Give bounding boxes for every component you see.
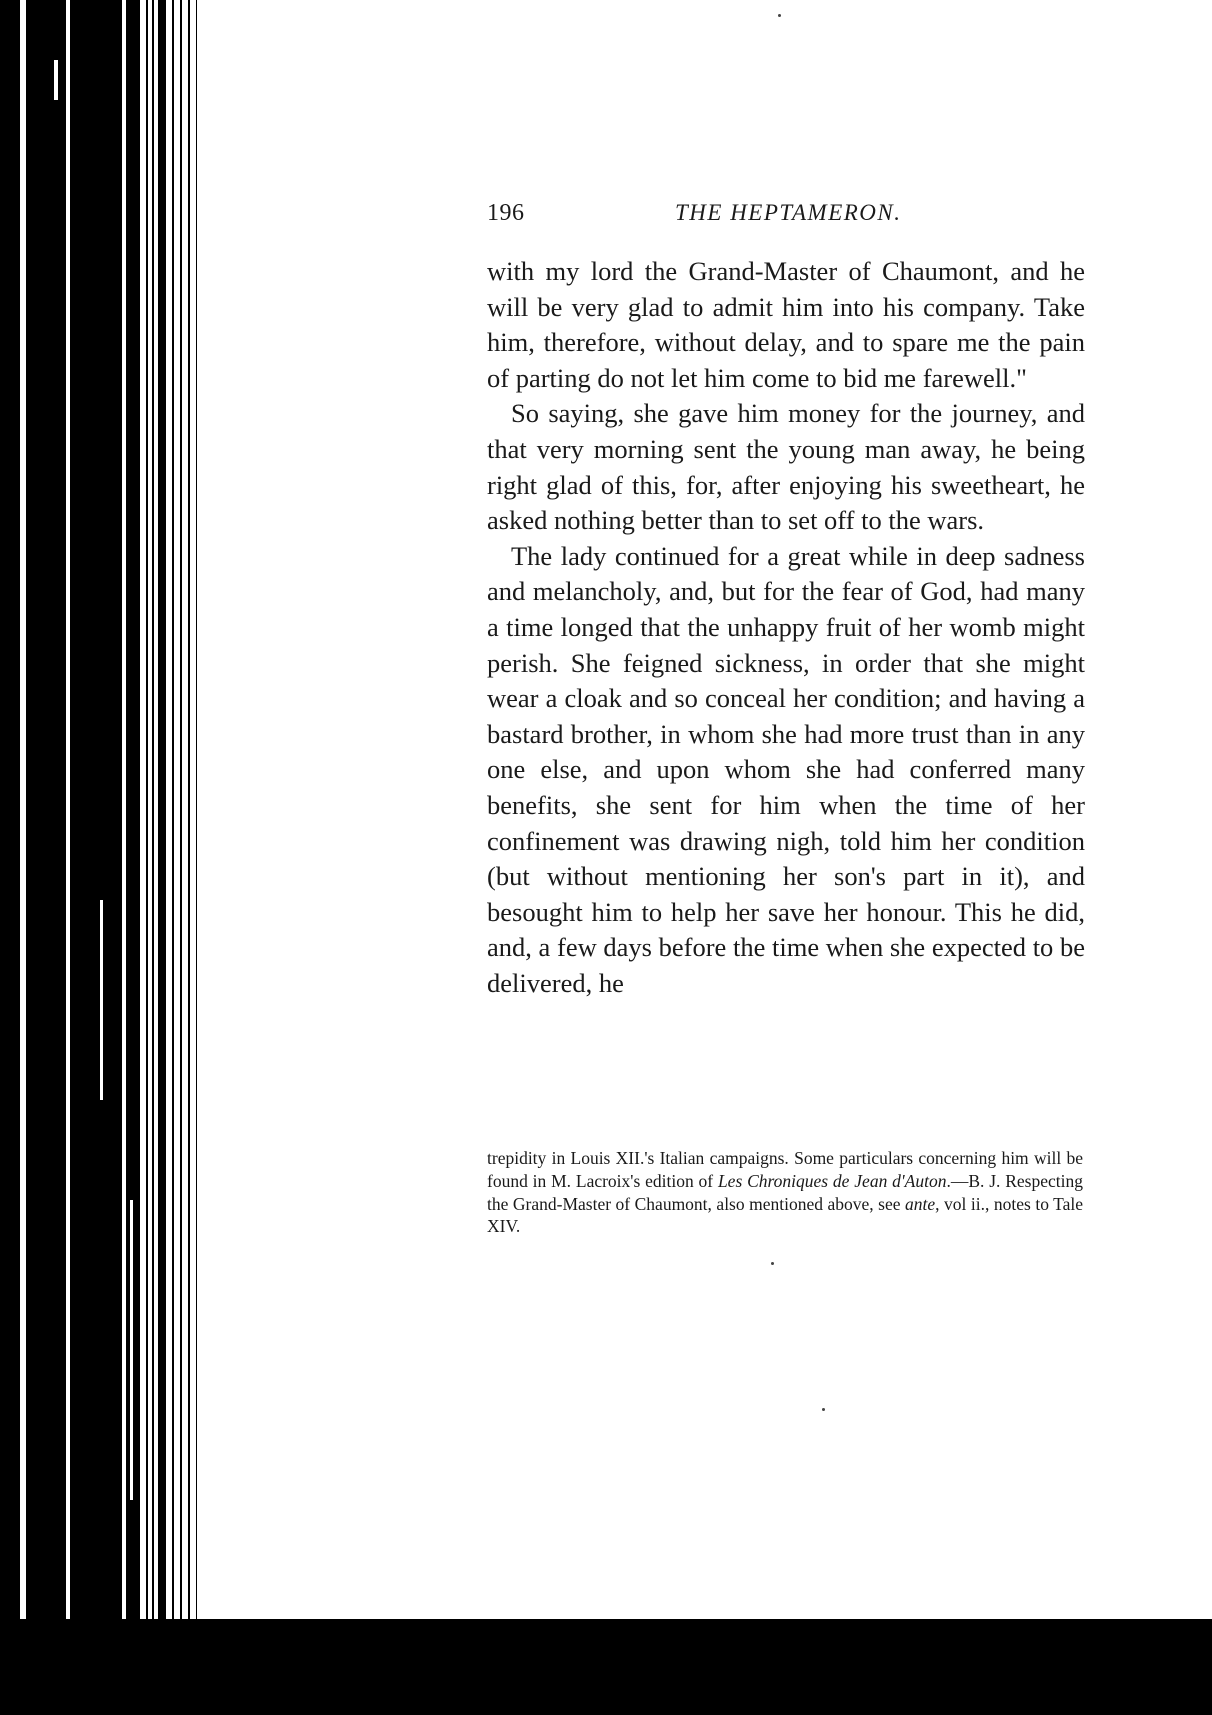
paragraph: The lady continued for a great while in deep sadness and melancholy, and, but for the fear of God, had many a time longed that the unhappy fruit of her womb might perish. She feigned sickness, in order that she might wear a cloak and so conceal her condition; and having a bastard brother, in whom she had more trust than in any one else, and upon whom she had conferred many benefits, she sent for him when the time of her confinement was drawing nigh, told him her condition (but without mentioning her son's part in it), and besought him to help her save her honour. This he did, and, a few days before the time when she expected to be delivered, he <box>487 540 1085 998</box>
running-head: THE HEPTAMERON. <box>675 200 902 225</box>
body-text <box>487 254 1085 1001</box>
scan-speck <box>822 1408 825 1411</box>
scan-speck <box>778 14 781 17</box>
footnote-ante: ante <box>905 1193 936 1214</box>
footnote-text: .—B. J. Respecting the Grand-Master of Chaumont, also mentioned above, see <box>487 1170 1083 1214</box>
scan-bottom-edge <box>0 1633 1212 1715</box>
book-spine-edge <box>0 0 205 1715</box>
footnote <box>487 1147 1083 1238</box>
page-number: 196 <box>487 200 525 226</box>
footnote-text: trepidity in Louis XII.'s Italian campaigns. Some particulars concerning him will be found in M. Lacroix's edition of <box>487 1148 1083 1191</box>
scan-speck <box>771 1262 774 1265</box>
footnote-title: Les Chroniques de Jean d'Auton <box>717 1170 947 1191</box>
paragraph: So saying, she gave him money for the journey, and that very morning sent the young man away, he being right glad of this, for, after enjoying his sweetheart, he asked nothing better than to set off to the wars. <box>487 398 1085 536</box>
footnote-text: , vol ii., notes to Tale XIV. <box>487 1193 1083 1237</box>
page-header <box>487 200 1087 236</box>
paragraph-continued: with my lord the Grand-Master of Chaumont, and he will be very glad to admit him into his company. Take him, therefore, without delay, and to spare me the pain of parting do not let him come to bid me farewell." <box>487 256 1085 393</box>
